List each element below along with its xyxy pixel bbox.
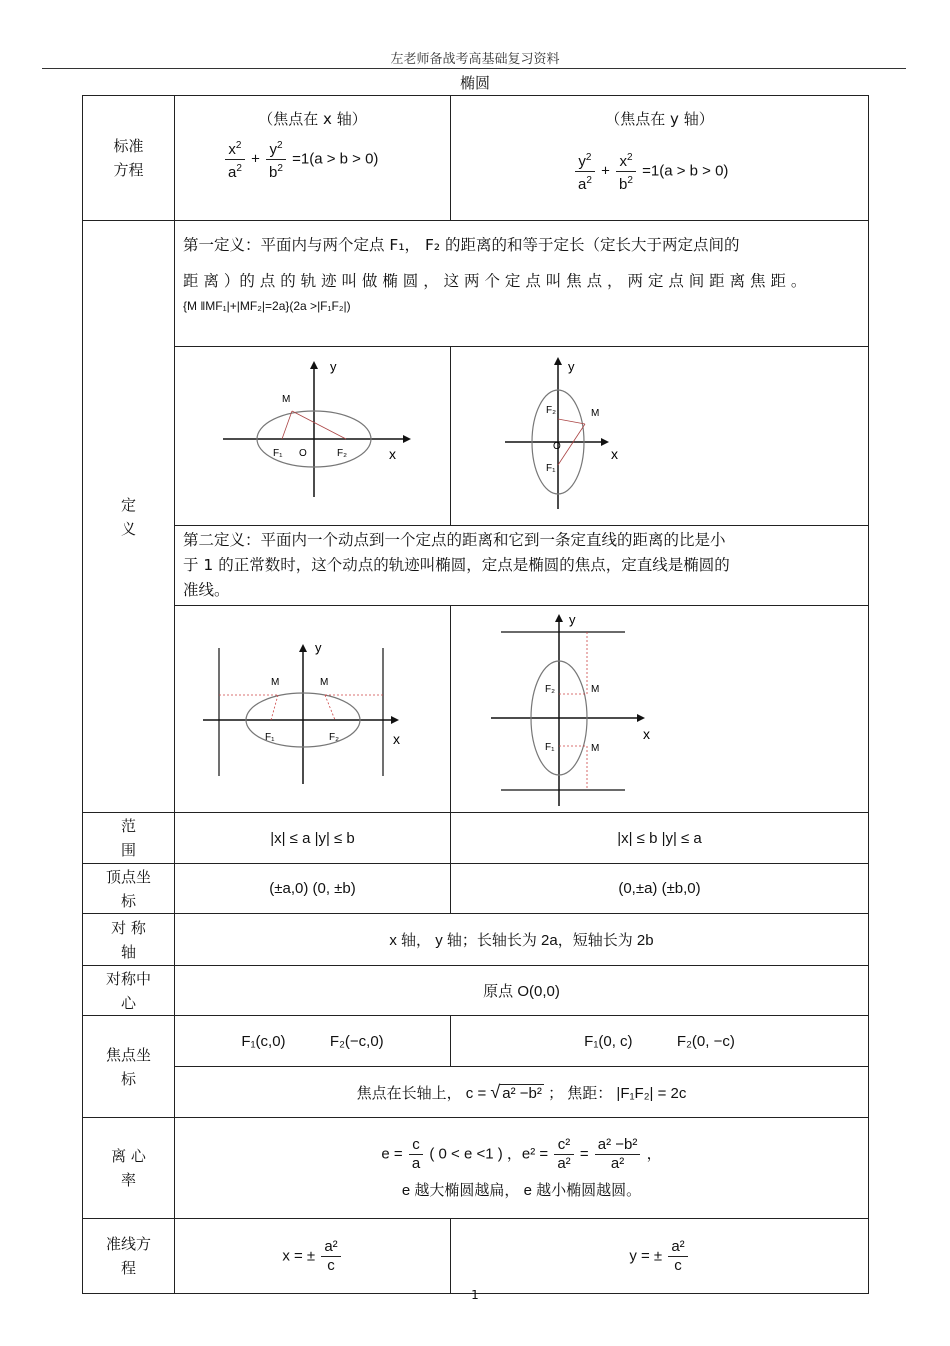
first-definition-diagrams-row	[83, 347, 869, 526]
directrix-label: 准线方 程	[83, 1219, 175, 1294]
eccentricity-row	[83, 1118, 869, 1219]
y-axis-arrow-icon	[310, 361, 318, 369]
first-definition-row	[83, 221, 869, 347]
point-m-lower-label: M	[591, 743, 600, 754]
eccentricity-content	[175, 1118, 869, 1219]
point-m-right-label: M	[320, 677, 329, 688]
vertices-row	[83, 864, 869, 914]
symmetry-center-content: 原点 O(0,0)	[175, 966, 869, 1016]
focus-f1-label: F₁	[265, 732, 275, 743]
x-axis-label: x	[611, 446, 618, 462]
x-axis-arrow-icon	[637, 714, 645, 722]
x-focus-range: |x| ≤ a |y| ≤ b	[175, 813, 451, 864]
horizontal-ellipse-diagram-cell	[175, 347, 451, 526]
first-definition-cell	[175, 221, 869, 347]
standard-equation-label: 标准 方程	[83, 96, 175, 221]
symmetry-axis-row	[83, 914, 869, 966]
focus-f2-label: F₂	[329, 732, 339, 743]
y-focus-directrix: y = ± $\frac{\text{a²}}{c}$	[451, 1219, 869, 1294]
second-definition-cell	[175, 526, 869, 606]
y-focus-caption: （焦点在 y 轴）	[605, 110, 714, 128]
ellipse-properties-table	[82, 95, 869, 1294]
x-axis-label: x	[643, 726, 650, 742]
symmetry-center-label: 对称中 心	[83, 966, 175, 1016]
page-number: 1	[471, 1288, 479, 1302]
x-focus-caption: （焦点在 x 轴）	[258, 110, 367, 128]
origin-label: O	[299, 448, 307, 459]
symmetry-center-row	[83, 966, 869, 1016]
vertical-ellipse-directrix-diagram	[451, 606, 869, 808]
x-axis-arrow-icon	[601, 438, 609, 446]
focus-f1-label: F₁	[545, 742, 555, 753]
x-focus-equation-cell	[175, 96, 451, 221]
eccentricity-formula: e = $\frac{c}{a}$ ( 0 < e <1 ) ，e² = $\frac{\text{c²}}{\text{a²}}$ = $\frac{\text{a² −b²}}{\text{a²}}$ ，	[381, 1136, 662, 1172]
first-definition-formula: {M ‖MF₁|+|MF₂|=2a}(2a >|F₁F₂|)	[183, 299, 351, 313]
second-definition-text: 第二定义：平面内一个动点到一个定点的距离和它到一条定直线的距离的比是小 于 1 的正常数时，这个动点的轨迹叫椭圆，定点是椭圆的焦点，定直线是椭圆的 准线。	[183, 531, 730, 599]
symmetry-axis-label: 对 称 轴	[83, 914, 175, 966]
x-axis-arrow-icon	[403, 435, 411, 443]
foci-coordinates-row	[83, 1016, 869, 1067]
range-label: 范 围	[83, 813, 175, 864]
y-focus-standard-equation: $\frac{y^2}{a^2}$ + $\frac{x^2}{b^2}$ =1(a > b > 0)	[573, 149, 868, 194]
origin-label: O	[553, 441, 561, 452]
document-title: 椭圆	[459, 74, 490, 92]
y-focus-range: |x| ≤ b |y| ≤ a	[451, 813, 869, 864]
header-rule	[42, 68, 906, 69]
x-focus-standard-equation: $\frac{x^2}{a^2}$ + $\frac{y^2}{b^2}$ =1(a > b > 0)	[223, 137, 450, 182]
foci-label: 焦点坐 标	[83, 1016, 175, 1118]
focus-f1-label: F₁	[273, 448, 283, 459]
x-axis-arrow-icon	[391, 716, 399, 724]
y-axis-label: y	[569, 612, 576, 627]
mf2-segment	[558, 419, 585, 424]
x-focus-vertices: (±a,0) (0, ±b)	[175, 864, 451, 914]
x-focus-foci: F₁(c,0) F₂(−c,0)	[175, 1016, 451, 1067]
mf2-segment	[325, 695, 335, 720]
eccentricity-note: e 越大椭圆越扁， e 越小椭圆越圆。	[401, 1182, 642, 1199]
eccentricity-label: 离 心 率	[83, 1118, 175, 1219]
y-focus-equation-cell	[451, 96, 869, 221]
focus-f2-label: F₂	[337, 448, 347, 459]
x-axis-label: x	[389, 446, 396, 462]
focal-distance-row	[83, 1067, 869, 1118]
x-focus-directrix: x = ± $\frac{\text{a²}}{c}$	[175, 1219, 451, 1294]
vertices-label: 顶点坐 标	[83, 864, 175, 914]
y-focus-vertices: (0,±a) (±b,0)	[451, 864, 869, 914]
point-m-left-label: M	[271, 677, 280, 688]
focus-f2-label: F₂	[545, 684, 555, 695]
horizontal-ellipse-directrix-cell	[175, 606, 451, 813]
mf2-segment	[292, 411, 346, 439]
horizontal-ellipse-diagram	[175, 347, 451, 521]
focus-f2-label: F₂	[546, 405, 556, 416]
first-definition-text: 第一定义：平面内与两个定点 F₁， F₂ 的距离的和等于定长（定长大于两定点间的 距 离 ）的 点 的 轨 迹 叫 做 椭 圆 ， 这 两 个 定 点 叫 焦 点 ， 两 定 点 间 距 离 焦 距 。	[183, 236, 807, 290]
vertical-ellipse-diagram-cell	[451, 347, 869, 526]
y-axis-label: y	[330, 359, 337, 374]
focus-f1-label: F₁	[546, 463, 556, 474]
mf1-segment	[271, 695, 278, 720]
sqrt-icon: √	[490, 1081, 501, 1102]
vertical-ellipse-diagram	[451, 347, 869, 521]
vertical-ellipse-directrix-cell	[451, 606, 869, 813]
y-axis-arrow-icon	[555, 614, 563, 622]
point-m-label: M	[591, 408, 600, 419]
definition-label: 定 义	[83, 221, 175, 813]
horizontal-ellipse-directrix-diagram	[175, 606, 451, 808]
symmetry-axis-content: x 轴， y 轴；长轴长为 2a，短轴长为 2b	[175, 914, 869, 966]
y-axis-arrow-icon	[299, 644, 307, 652]
second-definition-row	[83, 526, 869, 606]
range-row	[83, 813, 869, 864]
point-m-upper-label: M	[591, 684, 600, 695]
focal-distance-content: 焦点在长轴上， c = √ a² −b² ； 焦距： |F₁F₂| = 2c	[175, 1067, 869, 1118]
point-m-label: M	[282, 394, 291, 405]
y-axis-label: y	[315, 640, 322, 655]
y-axis-label: y	[568, 359, 575, 374]
y-axis-arrow-icon	[554, 357, 562, 365]
mf1-segment	[558, 424, 585, 465]
directrix-row	[83, 1219, 869, 1294]
x-axis-label: x	[393, 731, 400, 747]
standard-equation-row	[83, 96, 869, 221]
second-definition-diagrams-row	[83, 606, 869, 813]
page-header: 左老师备战考高基础复习资料	[390, 52, 560, 67]
y-focus-foci: F₁(0, c) F₂(0, −c)	[451, 1016, 869, 1067]
